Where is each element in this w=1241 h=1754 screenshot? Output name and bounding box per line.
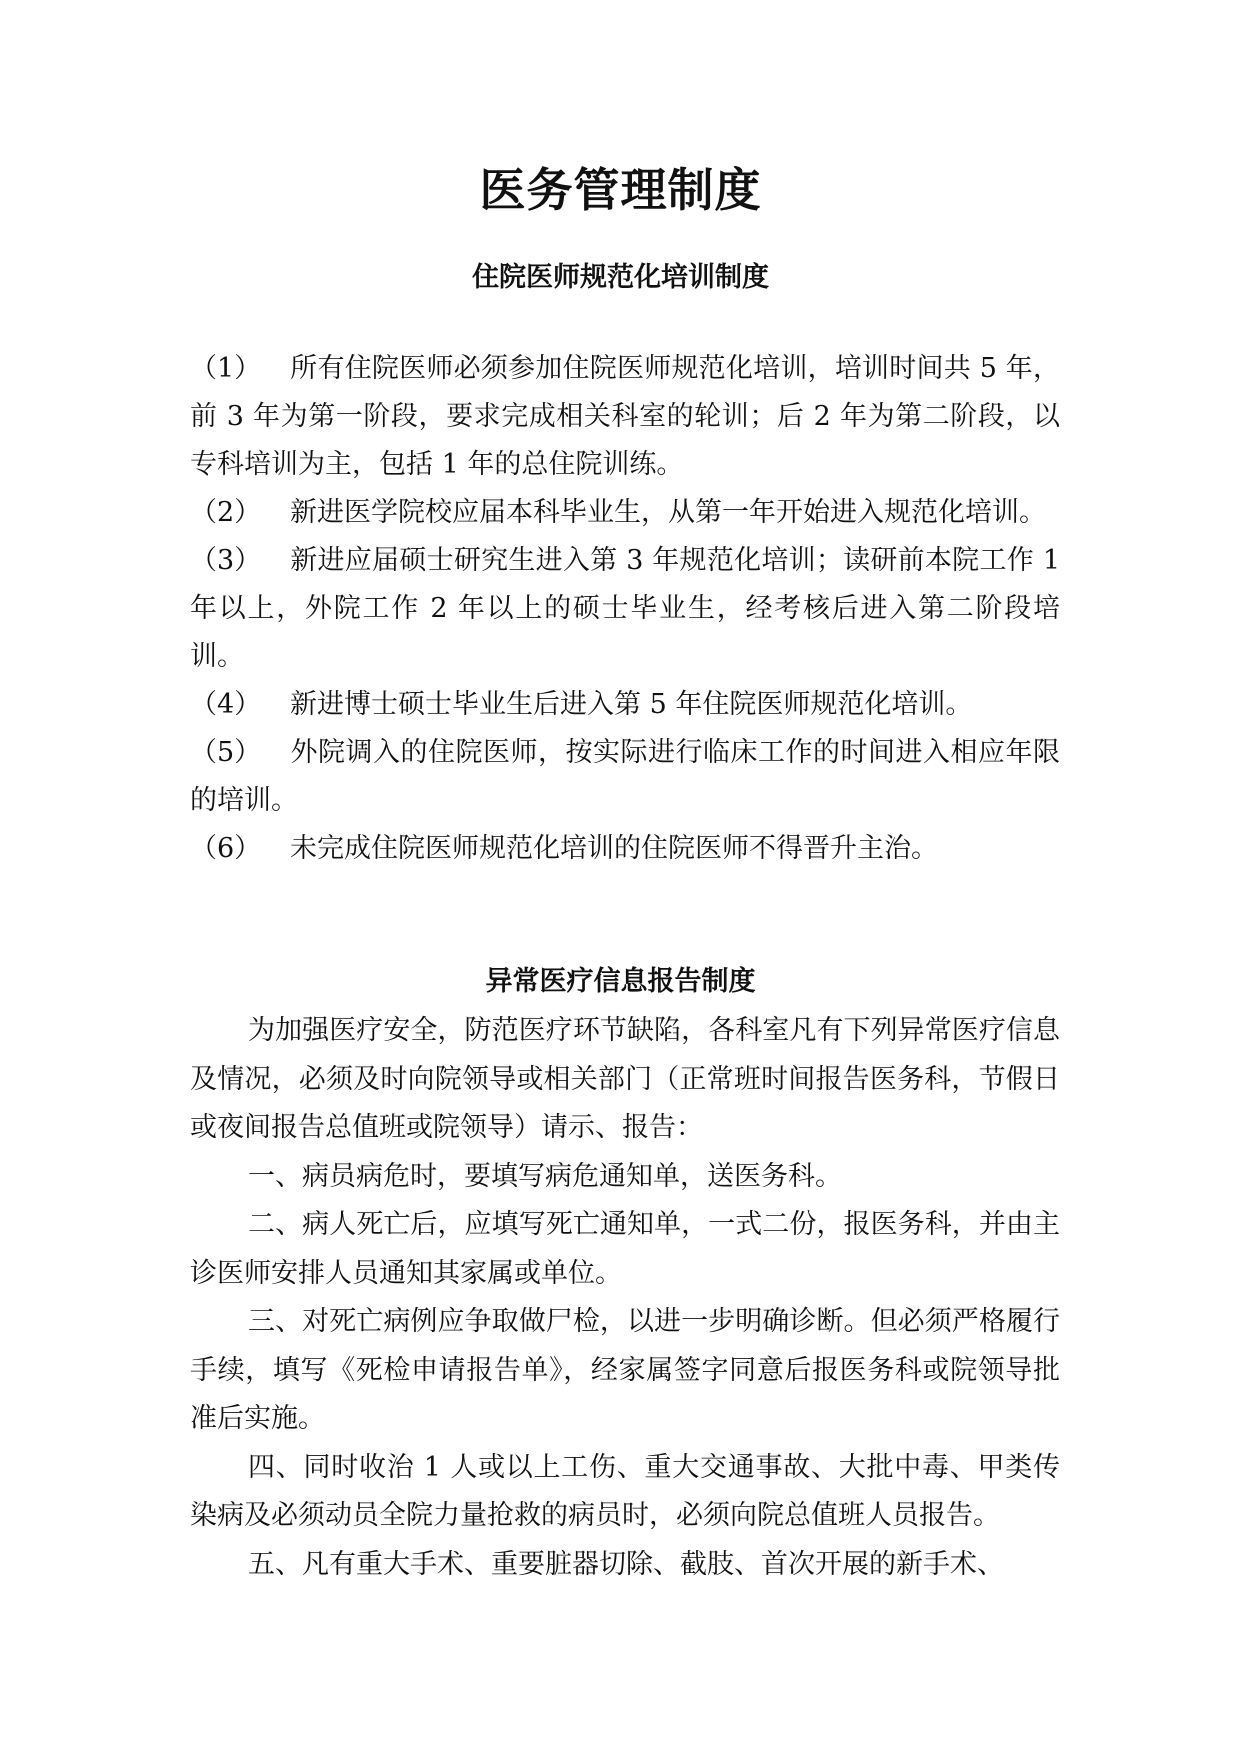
item-number: （4） — [190, 689, 262, 720]
item-text: 新进应届硕士研究生进入第 3 年规范化培训；读研前本院工作 1 年以上，外院工作 2 年以上的硕士毕业生，经考核后进入第二阶段培训。 — [190, 545, 1060, 672]
list-item — [190, 489, 1060, 537]
paragraph: 一、病员病危时，要填写病危通知单，送医务科。 — [248, 1160, 842, 1192]
document-title: 医务管理制度 — [479, 163, 762, 217]
item-number: （5） — [190, 737, 262, 768]
list-item — [190, 681, 1060, 729]
item-text: 新进医学院校应届本科毕业生，从第一年开始进入规范化培训。 — [290, 497, 1046, 528]
list-item — [190, 729, 1060, 825]
item-text: 所有住院医师必须参加住院医师规范化培训，培训时间共 5 年，前 3 年为第一阶段，要求完成相关科室的轮训；后 2 年为第二阶段，以专科培训为主，包括 1 年的总住院训练。 — [190, 353, 1060, 480]
paragraph: 为加强医疗安全，防范医疗环节缺陷，各科室凡有下列异常医疗信息及情况，必须及时向院领导或相关部门（正常班时间报告医务科，节假日或夜间报告总值班或院领导）请示、报告： — [190, 1015, 1060, 1143]
section-heading-abnormal-report: 异常医疗信息报告制度 — [485, 966, 756, 997]
item-number: （1） — [190, 353, 262, 384]
item-number: （2） — [190, 497, 262, 528]
list-item — [190, 825, 1060, 873]
item-text: 新进博士硕士毕业生后进入第 5 年住院医师规范化培训。 — [290, 689, 973, 720]
paragraph: 五、凡有重大手术、重要脏器切除、截肢、首次开展的新手术、 — [248, 1548, 1004, 1580]
paragraph: 三、对死亡病例应争取做尸检，以进一步明确诊断。但必须严格履行手续，填写《死检申请报告单》，经家属签字同意后报医务科或院领导批准后实施。 — [190, 1306, 1060, 1434]
paragraph: 二、病人死亡后，应填写死亡通知单，一式二份，报医务科，并由主诊医师安排人员通知其家属或单位。 — [190, 1209, 1060, 1289]
item-text: 外院调入的住院医师，按实际进行临床工作的时间进入相应年限的培训。 — [190, 737, 1060, 816]
list-item — [190, 537, 1060, 681]
item-number: （6） — [190, 833, 262, 864]
paragraph: 四、同时收治 1 人或以上工伤、重大交通事故、大批中毒、甲类传染病及必须动员全院力量抢救的病员时，必须向院总值班人员报告。 — [190, 1451, 1060, 1531]
abnormal-report-body — [190, 1007, 1060, 1589]
section-heading-residency-training: 住院医师规范化培训制度 — [472, 262, 769, 293]
item-text: 未完成住院医师规范化培训的住院医师不得晋升主治。 — [290, 833, 938, 864]
item-number: （3） — [190, 545, 262, 576]
residency-training-list — [190, 345, 1060, 873]
list-item — [190, 345, 1060, 489]
